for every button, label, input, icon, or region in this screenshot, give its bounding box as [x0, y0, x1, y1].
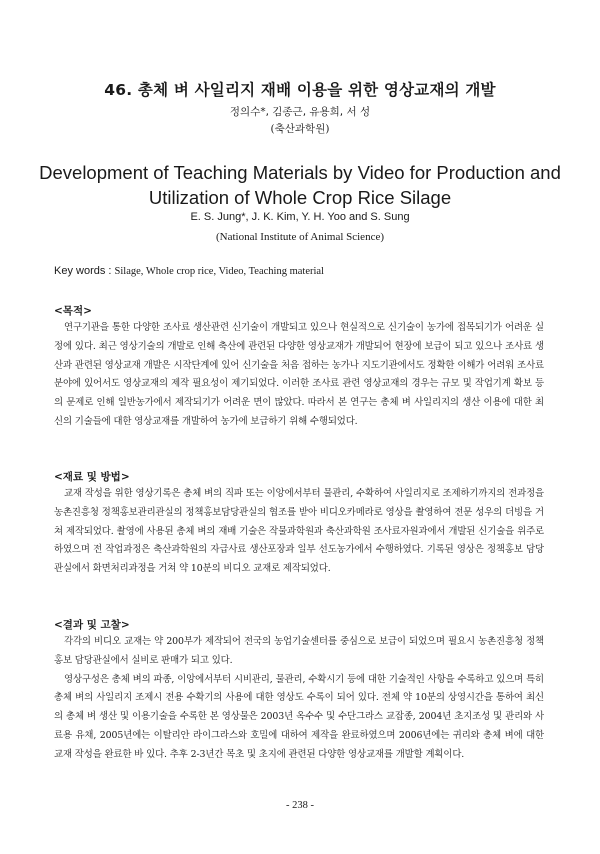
- section-heading-results: <결과 및 고찰>: [54, 619, 130, 631]
- korean-authors: 정의수*, 김종근, 유용희, 서 성: [229, 106, 371, 118]
- section-heading-purpose: <목적>: [54, 305, 92, 317]
- methods-paragraph: 교재 작성을 위한 영상기록은 총체 벼의 직파 또는 이앙에서부터 물관리, 수확하여 사일리지로 조제하기까지의 전과정을 농촌진흥청 정책홍보관리관실의 정책홍보담당관실의 협조를 받아 비디오카메라로 영상을 촬영하여 전문 성우의 더빙을 거쳐 제작되었다. 촬영에 사용된 총체 벼의 재배 기술은 작물과학원과 축산과학원 조사료자원과에서 개발된 신기술을 위주로 하였으며 전 작업과정은 축산과학원의 자급사료 생산포장과 일부 선도농가에서 수행하였다. 기록된 영상은 정책홍보 담당관실에서 화면처리과정을 거쳐 약 10분의 비디오 교재로 제작되었다.: [54, 488, 544, 575]
- results-paragraph-1: 각각의 비디오 교재는 약 200부가 제작되어 전국의 농업기술센터를 중심으로 보급이 되었으며 필요시 농촌진흥청 정책홍보 담당관실에서 실비로 판매가 되고 있다.: [54, 636, 544, 666]
- keywords-label: Key words :: [54, 265, 115, 277]
- section-body-results: [54, 633, 544, 765]
- korean-affiliation: (축산과학원): [270, 123, 330, 135]
- section-body-methods: [54, 485, 544, 579]
- purpose-paragraph: 연구기관을 통한 다양한 조사료 생산관련 신기술이 개발되고 있으나 현실적으로 신기술이 농가에 접목되기가 어려운 실정에 있다. 최근 영상기술의 개발로 인해 축산에 관련된 다양한 영상교재가 개발되어 현장에 보급이 되고 있으나 조사료 생산과 관련된 영상교재 개발은 시작단계에 있어 신기술을 처음 접하는 농가나 지도기관에서도 정확한 이해가 어려워 조사료 분야에 있어서도 영상교재의 제작 필요성이 제기되었다. 이러한 조사료 관련 영상교재의 경우는 규모 및 작업기계 확보 등의 문제로 인해 일반농가에서 제작되기가 어려운 면이 많았다. 따라서 본 연구는 총체 벼 사일리지의 생산 이용에 대한 최신의 기술들에 대한 영상교재를 개발하여 농가에 보급하기 위해 수행되었다.: [54, 322, 544, 427]
- keywords-text: Silage, Whole crop rice, Video, Teaching material: [114, 266, 324, 277]
- section-heading-methods: <재료 및 방법>: [54, 471, 130, 483]
- english-title-line-2: Utilization of Whole Crop Rice Silage: [148, 187, 452, 208]
- english-affiliation: (National Institute of Animal Science): [215, 231, 384, 243]
- english-title: [0, 160, 600, 210]
- section-body-purpose: [54, 319, 544, 432]
- english-title-line-1: Development of Teaching Materials by Video for Production and: [39, 162, 561, 183]
- results-paragraph-2: 영상구성은 총체 벼의 파종, 이앙에서부터 시비관리, 물관리, 수확시기 등에 대한 기술적인 사항을 수록하고 있으며 특히 총체 벼의 사일리지 조제시 전용 수확기의 사용에 대한 영상도 수록이 되어 있다. 전체 약 10분의 상영시간을 통하여 최신의 총체 벼 생산 및 이용기술을 수록한 본 영상물은 2003년 옥수수 및 수단그라스 교잡종, 2004년 초지조성 및 관리와 사료용 유채, 2005년에는 이탈리안 라이그라스와 호밀에 대하여 제작을 완료하였으며 2006년에는 귀리와 총체 벼에 대한 교재 작성을 완료한 바 있다. 추후 2-3년간 목초 및 초지에 관련된 다양한 영상교재를 개발할 계획이다.: [54, 673, 544, 760]
- english-authors: E. S. Jung*, J. K. Kim, Y. H. Yoo and S. Sung: [190, 211, 410, 223]
- korean-title: 46. 총체 벼 사일리지 재배 이용을 위한 영상교재의 개발: [104, 81, 496, 99]
- keywords: [54, 265, 554, 277]
- page-number: - 238 -: [286, 800, 314, 811]
